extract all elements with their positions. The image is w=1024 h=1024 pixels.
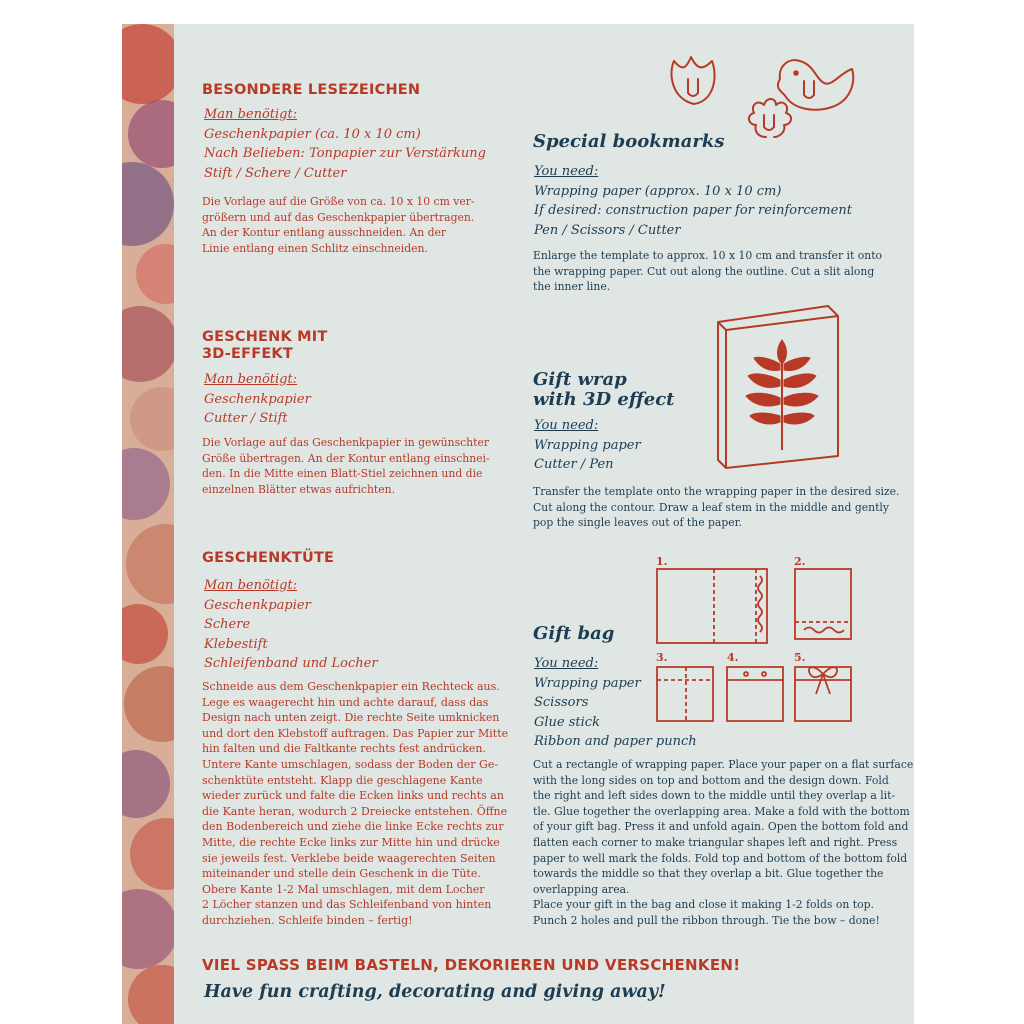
gift3d-need-en [534, 416, 641, 475]
bookmarks-title-de: BESONDERE LESEZEICHEN [202, 82, 421, 98]
need-label: You need: [534, 656, 599, 671]
gift3d-title-de [202, 329, 327, 363]
need-item: Cutter / Stift [204, 411, 288, 427]
text-line: towards the middle so that they overlap a bit. Glue together the [533, 867, 884, 881]
watercolor-strip [122, 24, 174, 1024]
need-label: You need: [534, 164, 599, 179]
need-item: Scissors [534, 695, 589, 711]
bookmarks-need-de [204, 105, 486, 183]
bag-text-en [533, 757, 913, 929]
bag-need-de [204, 576, 378, 674]
content-area [174, 24, 914, 1024]
need-item: Geschenkpapier [204, 597, 311, 613]
text-line: Place your gift in the bag and close it making 1-2 folds on top. [533, 898, 874, 912]
text-line: the wrapping paper. Cut out along the outline. Cut a slit along [533, 264, 875, 278]
text-line: den. In die Mitte einen Blatt-Stiel zeichnen und die [202, 467, 483, 481]
title-line: GESCHENK MIT [202, 329, 328, 345]
gift3d-text-de [202, 435, 490, 497]
step-1-diagram-icon [656, 568, 768, 644]
need-item: Nach Belieben: Tonpapier zur Verstärkung [204, 146, 486, 162]
step-4-diagram-icon [726, 666, 784, 722]
need-item: Stift / Schere / Cutter [204, 165, 347, 181]
gift3d-need-de [204, 370, 311, 429]
text-line: miteinander und stelle dein Geschenk in die Tüte. [202, 867, 481, 881]
text-line: wieder zurück und falte die Ecken links und rechts an [202, 789, 504, 803]
text-line: einzelnen Blätter etwas aufrichten. [202, 482, 396, 496]
need-label: Man benötigt: [204, 372, 298, 387]
step-2-number: 2. [794, 555, 806, 568]
step-4-number: 4. [727, 651, 739, 664]
text-line: Cut a rectangle of wrapping paper. Place your paper on a flat surface [533, 758, 914, 771]
bag-title-de: GESCHENKTÜTE [202, 550, 335, 566]
instruction-page [122, 24, 914, 1024]
bookmarks-text-en [533, 248, 882, 295]
text-line: flatten each corner to make triangular shapes left and right. Press [533, 835, 898, 849]
need-item: Ribbon and paper punch [534, 734, 697, 750]
bag-need-en [534, 654, 697, 752]
text-line: Lege es waagerecht hin und achte darauf, dass das [202, 695, 489, 709]
need-item: Wrapping paper [534, 437, 641, 453]
gift-box-leaf-icon [710, 300, 850, 470]
text-line: Linie entlang einen Schlitz einschneiden. [202, 241, 428, 255]
text-line: den Bodenbereich und ziehe die linke Ecke rechts zur [202, 820, 504, 834]
text-line: with the long sides on top and bottom and the design down. Fold [533, 773, 889, 787]
need-item: If desired: construction paper for reinforcement [534, 203, 852, 219]
text-line: Punch 2 holes and pull the ribbon through. Tie the bow – done! [533, 913, 880, 927]
text-line: Schneide aus dem Geschenkpapier ein Rechteck aus. [202, 680, 500, 693]
bag-title-en: Gift bag [533, 623, 615, 644]
text-line: Die Vorlage auf das Geschenkpapier in gewünschter [202, 436, 490, 449]
step-2-diagram-icon [794, 568, 852, 640]
text-line: the inner line. [533, 280, 611, 294]
text-line: und dort den Klebstoff auftragen. Das Papier zur Mitte [202, 726, 509, 740]
need-label: Man benötigt: [204, 578, 298, 593]
text-line: Design nach unten zeigt. Die rechte Seite umknicken [202, 711, 500, 725]
watercolor-pattern-icon [122, 24, 174, 1024]
text-line: größern und auf das Geschenkpapier übertragen. [202, 210, 475, 224]
text-line: tle. Glue together the overlapping area. Make a fold with the bottom [533, 804, 910, 818]
need-item: Klebestift [204, 636, 268, 652]
text-line: the right and left sides down to the middle until they overlap a lit- [533, 789, 896, 803]
text-line: durchziehen. Schleife binden – fertig! [202, 913, 413, 927]
need-item: Wrapping paper [534, 675, 641, 691]
text-line: schenktüte entsteht. Klapp die geschlagene Kante [202, 773, 483, 787]
need-item: Geschenkpapier (ca. 10 x 10 cm) [204, 126, 421, 142]
text-line: pop the single leaves out of the paper. [533, 516, 743, 530]
bookmarks-title-en: Special bookmarks [533, 131, 725, 152]
step-5-diagram-icon [794, 662, 852, 722]
title-line: with 3D effect [533, 389, 675, 410]
need-item: Geschenkpapier [204, 391, 311, 407]
text-line: An der Kontur entlang ausschneiden. An der [202, 226, 447, 240]
text-line: Enlarge the template to approx. 10 x 10 cm and transfer it onto [533, 249, 883, 262]
text-line: sie jeweils fest. Verklebe beide waagerechten Seiten [202, 851, 496, 865]
text-line: Untere Kante umschlagen, sodass der Boden der Ge- [202, 757, 499, 771]
title-line: 3D-EFFEKT [202, 346, 293, 362]
text-line: Mitte, die rechte Ecke links zur Mitte hin und drücke [202, 835, 500, 849]
footer-en: Have fun crafting, decorating and giving away! [204, 982, 666, 1002]
need-item: Schleifenband und Locher [204, 656, 378, 672]
text-line: paper to well mark the folds. Fold top and bottom of the bottom fold [533, 851, 908, 865]
step-3-number: 3. [656, 651, 668, 664]
text-line: Die Vorlage auf die Größe von ca. 10 x 10 cm ver- [202, 195, 475, 208]
gift3d-title-en [533, 370, 674, 410]
bookmarks-need-en [534, 162, 852, 240]
need-item: Wrapping paper (approx. 10 x 10 cm) [534, 183, 782, 199]
step-1-number: 1. [656, 555, 668, 568]
bookmarks-text-de [202, 194, 475, 256]
title-line: Gift wrap [533, 369, 627, 390]
text-line: Transfer the template onto the wrapping paper in the desired size. [533, 485, 900, 498]
text-line: Cut along the contour. Draw a leaf stem in the middle and gently [533, 500, 889, 514]
footer-de: VIEL SPASS BEIM BASTELN, DEKORIEREN UND VERSCHENKEN! [202, 956, 741, 974]
text-line: of your gift bag. Press it and unfold again. Open the bottom fold and [533, 820, 909, 834]
need-item: Cutter / Pen [534, 457, 614, 473]
text-line: Obere Kante 1-2 Mal umschlagen, mit dem Locher [202, 882, 485, 896]
need-item: Schere [204, 617, 251, 633]
text-line: overlapping area. [533, 882, 630, 896]
need-label: Man benötigt: [204, 107, 298, 122]
step-5-number: 5. [794, 651, 806, 664]
need-item: Glue stick [534, 714, 600, 730]
bag-text-de [202, 679, 508, 929]
text-line: die Kante heran, wodurch 2 Dreiecke entstehen. Öffne [202, 804, 508, 818]
gift3d-text-en [533, 484, 899, 531]
text-line: 2 Löcher stanzen und das Schleifenband von hinten [202, 898, 492, 912]
text-line: Größe übertragen. An der Kontur entlang einschnei- [202, 451, 490, 465]
bookmark-shapes-icon [664, 49, 874, 139]
need-label: You need: [534, 418, 599, 433]
need-item: Pen / Scissors / Cutter [534, 222, 681, 238]
text-line: hin falten und die Faltkante rechts fest andrücken. [202, 742, 486, 756]
